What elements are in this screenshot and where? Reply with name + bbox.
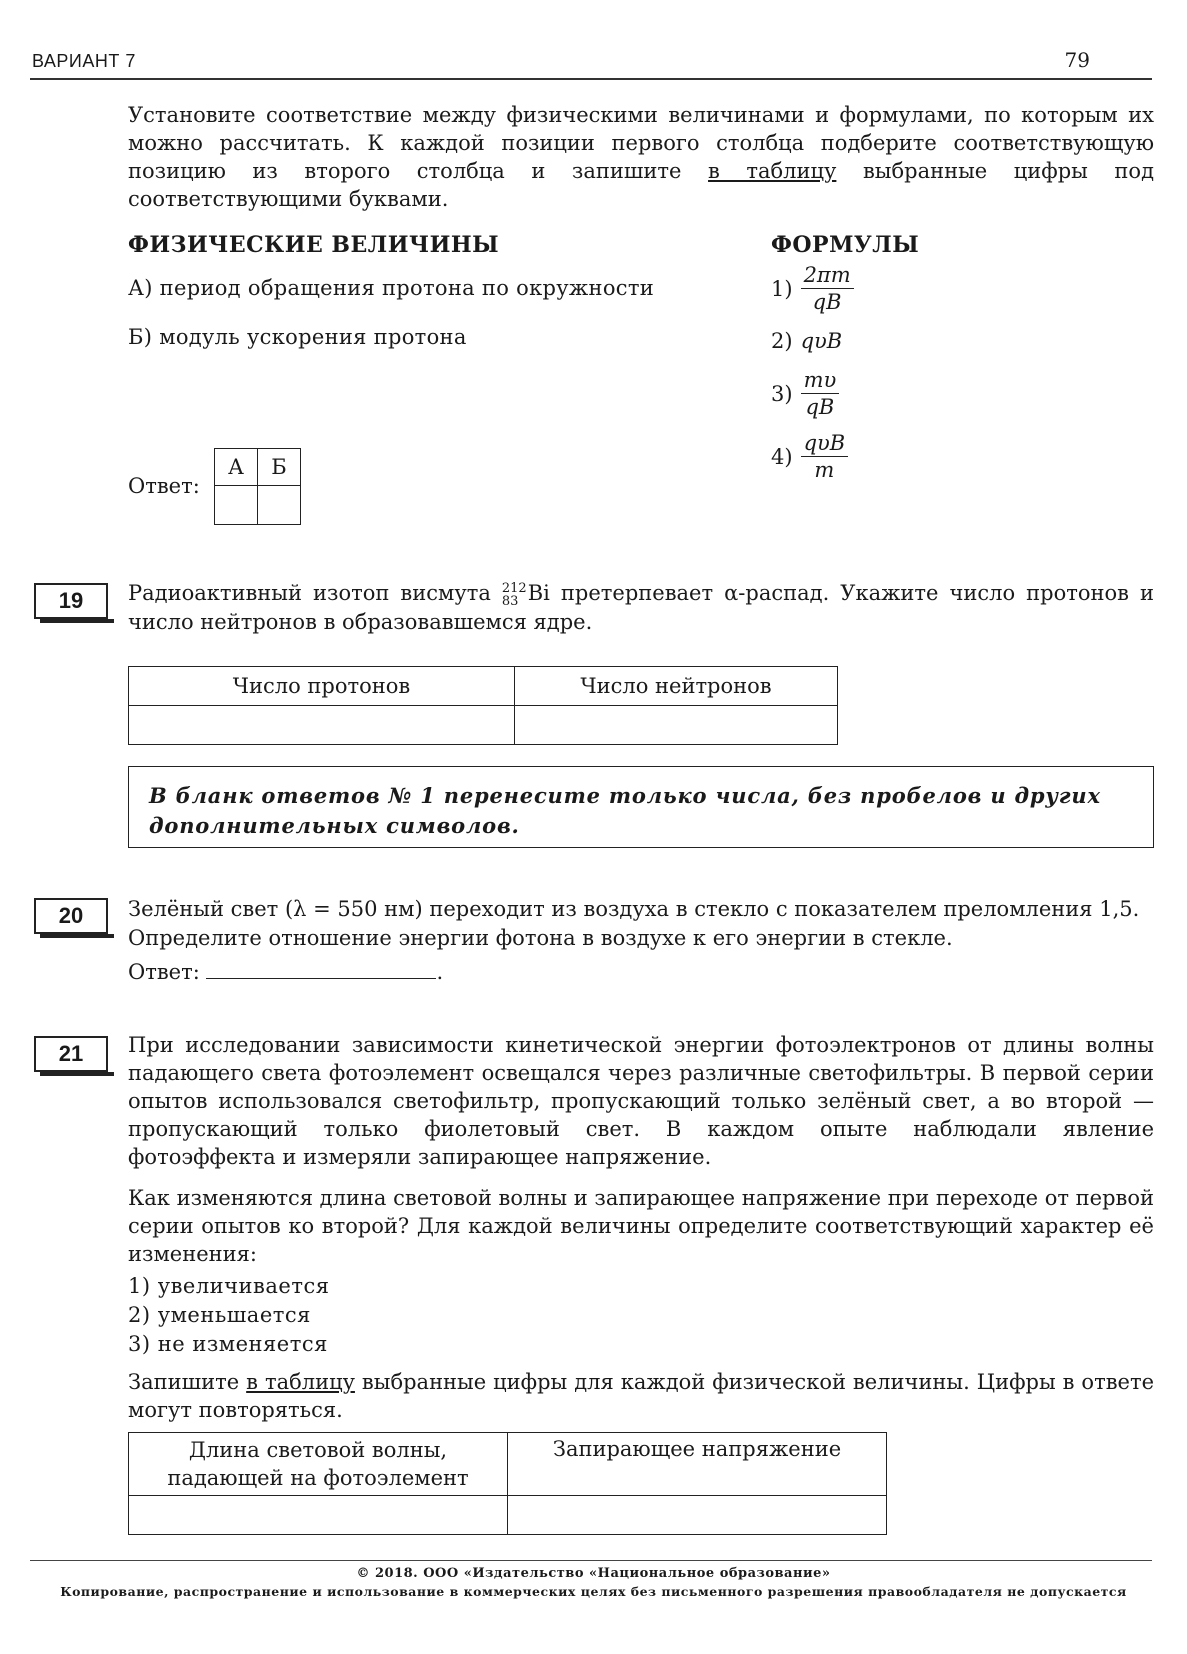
formula-3-numerator: mυ <box>801 367 840 394</box>
q21-options <box>128 1272 329 1359</box>
q18-intro-end: выбранные цифры под соответствующими буквами. <box>128 159 1154 211</box>
q18-answer-cell-b[interactable] <box>258 486 301 525</box>
q21-header-wavelength: Длина световой волны, падающей на фотоэлемент <box>129 1433 508 1496</box>
q20-text <box>128 895 1154 953</box>
q21-header-voltage: Запирающее напряжение <box>508 1433 887 1496</box>
formula-1-fraction <box>801 262 854 315</box>
q19-text <box>128 579 1154 636</box>
isotope-symbol: Bi <box>527 581 550 605</box>
q18-intro <box>128 101 1154 213</box>
q19-number-box: 19 <box>34 583 108 619</box>
isotope-numbers <box>502 582 527 608</box>
q21-number-box: 21 <box>34 1036 108 1072</box>
formula-4 <box>771 430 848 483</box>
page-number: 79 <box>1064 48 1090 72</box>
formula-3-num: 3) <box>771 381 793 406</box>
isotope-charge: 83 <box>501 593 519 609</box>
formula-4-denominator: m <box>814 458 835 482</box>
q18-answer-cell-a[interactable] <box>215 486 258 525</box>
q20-number-box: 20 <box>34 898 108 934</box>
q21-instr-end: выбранные цифры для каждой физической величины. Цифры в ответе могут повторяться. <box>128 1370 1154 1422</box>
formula-3 <box>771 367 839 420</box>
q18-right-heading: ФОРМУЛЫ <box>771 232 920 258</box>
q19-answer-table <box>128 666 838 745</box>
q18-intro-text: Установите соответствие между физическими величинами и формулами, по которым их можно рассчитать. К каждой позиции первого столбца подберите соответствующую позицию из второго столбца и запишите <box>128 103 1154 183</box>
q21-paragraph-2: Как изменяются длина световой волны и запирающее напряжение при переходе от первой серии опытов ко второй? Для каждой величины определите соответствующий характер её изменения: <box>128 1186 1154 1266</box>
formula-1-num: 1) <box>771 276 793 301</box>
q21-answer-table <box>128 1432 887 1535</box>
formula-1 <box>771 262 854 315</box>
formula-1-numerator: 2πm <box>801 262 854 289</box>
q21-instr-link: в таблицу <box>246 1370 355 1394</box>
answer-form-notice: В бланк ответов № 1 перенесите только числа, без пробелов и других дополнительных символов. <box>128 766 1154 848</box>
q18-answer-label: Ответ: <box>128 474 200 498</box>
formula-4-fraction <box>801 430 849 483</box>
formula-2-num: 2) <box>771 329 793 353</box>
footer-copyright: © 2018. ООО «Издательство «Национальное образование» <box>356 1566 831 1581</box>
q18-answer-header-b: Б <box>258 449 301 486</box>
formula-2 <box>771 329 842 353</box>
q20-line1: Зелёный свет (λ = 550 нм) переходит из воздуха в стекло с показателем преломления 1,5. <box>128 897 1140 921</box>
formula-4-num: 4) <box>771 444 793 469</box>
q19-header-protons: Число протонов <box>129 667 515 706</box>
q20-answer-suffix: . <box>436 960 444 984</box>
q21-instr-start: Запишите <box>128 1370 240 1394</box>
variant-label: ВАРИАНТ 7 <box>32 51 136 71</box>
formula-1-denominator: qB <box>812 290 842 314</box>
q20-answer <box>128 958 443 984</box>
q19-text-end: претерпевает α-распад. Укажите число протонов и число нейтронов в образовавшемся ядре. <box>128 581 1154 634</box>
q19-cell-protons[interactable] <box>129 706 515 745</box>
q20-answer-label: Ответ: <box>128 960 200 984</box>
formula-3-denominator: qB <box>805 395 835 419</box>
q21-paragraph-1: При исследовании зависимости кинетической энергии фотоэлектронов от длины волны падающего света фотоэлемент освещался через различные светофильтры. В первой серии опытов использовался светофильтр, пропускающий только зелёный свет, а во второй — пропускающий только фиолетовый свет. В каждом опыте наблюдали явление фотоэффекта и измеряли запирающее напряжение. <box>128 1033 1154 1169</box>
q18-intro-link: в таблицу <box>708 159 837 183</box>
formula-3-fraction <box>801 367 840 420</box>
q18-left-heading: ФИЗИЧЕСКИЕ ВЕЛИЧИНЫ <box>128 232 500 258</box>
q19-cell-neutrons[interactable] <box>515 706 838 745</box>
q21-cell-wavelength[interactable] <box>129 1496 508 1535</box>
q21-instruction <box>128 1368 1154 1424</box>
q21-option-3: 3) не изменяется <box>128 1332 328 1356</box>
q18-answer-table <box>214 448 301 525</box>
q19-header-neutrons: Число нейтронов <box>515 667 838 706</box>
q18-item-b: Б) модуль ускорения протона <box>128 325 467 349</box>
q21-cell-voltage[interactable] <box>508 1496 887 1535</box>
q21-option-2: 2) уменьшается <box>128 1303 311 1327</box>
q21-option-1: 1) увеличивается <box>128 1274 330 1298</box>
q19-text-start: Радиоактивный изотоп висмута <box>128 581 491 605</box>
isotope-mass: 212 <box>501 580 527 596</box>
formula-4-numerator: qυB <box>801 430 849 457</box>
footer-rule <box>30 1560 1152 1561</box>
q20-answer-line[interactable] <box>206 958 436 979</box>
q18-item-a: А) период обращения протона по окружности <box>128 276 655 300</box>
q18-answer-header-a: А <box>215 449 258 486</box>
footer-notice: Копирование, распространение и использование в коммерческих целях без письменного разрешения правообладателя не допускается <box>60 1584 1127 1599</box>
q20-line2: Определите отношение энергии фотона в воздухе к его энергии в стекле. <box>128 926 953 950</box>
formula-2-expression: qυB <box>800 329 843 353</box>
header-rule <box>30 78 1152 80</box>
